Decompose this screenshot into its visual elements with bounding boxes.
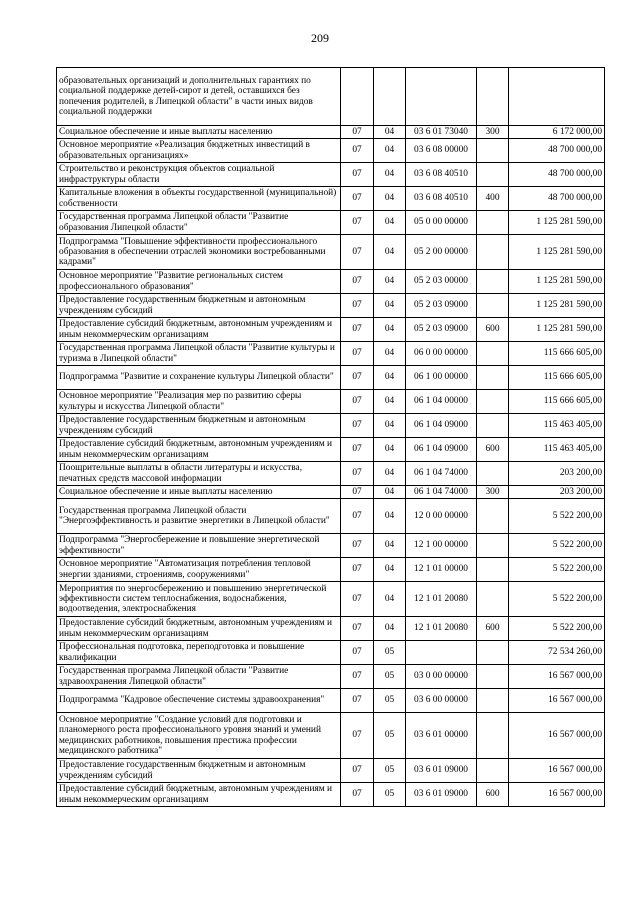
expense-type-code: 600 <box>477 783 509 807</box>
expense-type-code <box>477 665 509 689</box>
amount: 72 534 260,00 <box>509 641 605 665</box>
expense-type-code: 600 <box>477 617 509 641</box>
section-code: 07 <box>341 139 374 163</box>
table-row <box>57 534 605 558</box>
section-code: 07 <box>341 318 374 342</box>
expense-type-code: 600 <box>477 318 509 342</box>
table-row <box>57 366 605 390</box>
section-code: 07 <box>341 558 374 582</box>
section-code: 07 <box>341 499 374 534</box>
subsection-code: 04 <box>374 342 406 366</box>
row-name: Поощрительные выплаты в области литературы и искусства, печатных средств массовой информации <box>57 462 341 486</box>
table-row <box>57 665 605 689</box>
section-code <box>341 68 374 126</box>
amount: 1 125 281 590,00 <box>509 318 605 342</box>
target-article-code: 03 6 01 09000 <box>406 783 477 807</box>
row-name: Предоставление субсидий бюджетным, автономным учреждениям и иным некоммерческим организациям <box>57 318 341 342</box>
section-code: 07 <box>341 294 374 318</box>
amount: 115 666 605,00 <box>509 366 605 390</box>
row-name: Социальное обеспечение и иные выплаты населению <box>57 486 341 499</box>
target-article-code: 12 1 01 00000 <box>406 558 477 582</box>
target-article-code: 06 0 00 00000 <box>406 342 477 366</box>
row-name: Государственная программа Липецкой области "Энергоэффективность и развитие энергетики в Липецкой области" <box>57 499 341 534</box>
expense-type-code <box>477 211 509 235</box>
amount: 5 522 200,00 <box>509 558 605 582</box>
target-article-code: 12 1 01 20080 <box>406 617 477 641</box>
amount: 1 125 281 590,00 <box>509 211 605 235</box>
expense-type-code: 300 <box>477 486 509 499</box>
row-name: Государственная программа Липецкой области "Развитие здравоохранения Липецкой области" <box>57 665 341 689</box>
row-name: Предоставление субсидий бюджетным, автономным учреждениям и иным некоммерческим организациям <box>57 783 341 807</box>
subsection-code: 05 <box>374 783 406 807</box>
target-article-code: 03 6 00 00000 <box>406 689 477 713</box>
subsection-code: 05 <box>374 759 406 783</box>
subsection-code: 04 <box>374 534 406 558</box>
target-article-code: 05 2 00 00000 <box>406 235 477 270</box>
expense-type-code <box>477 235 509 270</box>
section-code: 07 <box>341 211 374 235</box>
row-name: Подпрограмма "Развитие и сохранение культуры Липецкой области" <box>57 366 341 390</box>
table-row <box>57 68 605 126</box>
table-row <box>57 499 605 534</box>
row-name: Капитальные вложения в объекты государственной (муниципальной) собственности <box>57 187 341 211</box>
row-name: Основное мероприятие "Автоматизация потребления тепловой энергии зданиями, строениямв, сооружениями" <box>57 558 341 582</box>
subsection-code: 04 <box>374 390 406 414</box>
section-code: 07 <box>341 126 374 139</box>
row-name: Мероприятия по энергосбережению и повышению энергетической эффективности систем теплоснабжения, водоснабжения, водоотведения, электроснабжения <box>57 582 341 617</box>
target-article-code: 06 1 04 09000 <box>406 414 477 438</box>
table-row <box>57 414 605 438</box>
section-code: 07 <box>341 438 374 462</box>
table-row <box>57 759 605 783</box>
target-article-code: 03 6 08 00000 <box>406 139 477 163</box>
subsection-code: 04 <box>374 582 406 617</box>
section-code: 07 <box>341 783 374 807</box>
expense-type-code <box>477 163 509 187</box>
table-row <box>57 641 605 665</box>
table-row <box>57 486 605 499</box>
target-article-code: 05 0 00 00000 <box>406 211 477 235</box>
target-article-code <box>406 641 477 665</box>
amount: 203 200,00 <box>509 486 605 499</box>
subsection-code: 05 <box>374 689 406 713</box>
amount: 48 700 000,00 <box>509 139 605 163</box>
amount: 5 522 200,00 <box>509 499 605 534</box>
row-name: Основное мероприятие "Развитие региональных систем профессионального образования" <box>57 270 341 294</box>
section-code: 07 <box>341 759 374 783</box>
subsection-code: 04 <box>374 318 406 342</box>
subsection-code <box>374 68 406 126</box>
row-name: Подпрограмма "Повышение эффективности профессионального образования в обеспечении отраслей экономики востребованными кадрами" <box>57 235 341 270</box>
row-name: Государственная программа Липецкой области "Развитие культуры и туризма в Липецкой области" <box>57 342 341 366</box>
amount: 115 666 605,00 <box>509 342 605 366</box>
expense-type-code <box>477 759 509 783</box>
row-name: Подпрограмма "Энергосбережение и повышение энергетической эффективности" <box>57 534 341 558</box>
amount: 5 522 200,00 <box>509 582 605 617</box>
expense-type-code <box>477 499 509 534</box>
expense-type-code <box>477 462 509 486</box>
table-row <box>57 438 605 462</box>
row-name: Государственная программа Липецкой области "Развитие образования Липецкой области" <box>57 211 341 235</box>
section-code: 07 <box>341 713 374 759</box>
section-code: 07 <box>341 665 374 689</box>
subsection-code: 04 <box>374 499 406 534</box>
amount: 16 567 000,00 <box>509 689 605 713</box>
table-row <box>57 713 605 759</box>
row-name: Основное мероприятие «Реализация бюджетных инвестиций в образовательных организациях» <box>57 139 341 163</box>
subsection-code: 04 <box>374 211 406 235</box>
expense-type-code: 400 <box>477 187 509 211</box>
subsection-code: 04 <box>374 270 406 294</box>
row-name: Предоставление государственным бюджетным и автономным учреждениям субсидий <box>57 759 341 783</box>
expense-type-code <box>477 534 509 558</box>
expense-type-code <box>477 270 509 294</box>
budget-table-body <box>57 68 605 807</box>
subsection-code: 04 <box>374 414 406 438</box>
section-code: 07 <box>341 390 374 414</box>
table-row <box>57 270 605 294</box>
amount: 48 700 000,00 <box>509 187 605 211</box>
table-row <box>57 126 605 139</box>
section-code: 07 <box>341 366 374 390</box>
amount: 5 522 200,00 <box>509 617 605 641</box>
row-name: Основное мероприятие "Реализация мер по развитию сферы культуры и искусства Липецкой области" <box>57 390 341 414</box>
table-row <box>57 462 605 486</box>
table-row <box>57 211 605 235</box>
target-article-code: 05 2 03 09000 <box>406 318 477 342</box>
table-row <box>57 558 605 582</box>
row-name: Социальное обеспечение и иные выплаты населению <box>57 126 341 139</box>
section-code: 07 <box>341 486 374 499</box>
amount: 48 700 000,00 <box>509 163 605 187</box>
expense-type-code <box>477 641 509 665</box>
subsection-code: 05 <box>374 713 406 759</box>
amount: 5 522 200,00 <box>509 534 605 558</box>
subsection-code: 04 <box>374 617 406 641</box>
table-row <box>57 617 605 641</box>
target-article-code: 03 6 01 09000 <box>406 759 477 783</box>
subsection-code: 04 <box>374 139 406 163</box>
target-article-code: 06 1 04 74000 <box>406 462 477 486</box>
target-article-code: 06 1 04 00000 <box>406 390 477 414</box>
amount: 1 125 281 590,00 <box>509 235 605 270</box>
amount: 16 567 000,00 <box>509 783 605 807</box>
subsection-code: 05 <box>374 665 406 689</box>
subsection-code: 04 <box>374 235 406 270</box>
section-code: 07 <box>341 582 374 617</box>
expense-type-code <box>477 366 509 390</box>
target-article-code <box>406 68 477 126</box>
amount: 6 172 000,00 <box>509 126 605 139</box>
amount: 16 567 000,00 <box>509 713 605 759</box>
table-row <box>57 294 605 318</box>
expense-type-code <box>477 294 509 318</box>
expense-type-code: 600 <box>477 438 509 462</box>
amount: 115 463 405,00 <box>509 414 605 438</box>
amount: 1 125 281 590,00 <box>509 270 605 294</box>
expense-type-code <box>477 713 509 759</box>
amount: 203 200,00 <box>509 462 605 486</box>
row-name: образовательных организаций и дополнительных гарантиях по социальной поддержке детей-сирот и детей, оставшихся без попечения родителей, в Липецкой области" в части иных видов социальной поддержки <box>57 68 341 126</box>
section-code: 07 <box>341 689 374 713</box>
budget-table <box>56 67 605 807</box>
row-name: Подпрограмма "Кадровое обеспечение системы здравоохранения" <box>57 689 341 713</box>
section-code: 07 <box>341 270 374 294</box>
table-row <box>57 163 605 187</box>
expense-type-code <box>477 558 509 582</box>
section-code: 07 <box>341 462 374 486</box>
table-row <box>57 342 605 366</box>
row-name: Предоставление государственным бюджетным и автономным учреждениям субсидий <box>57 294 341 318</box>
subsection-code: 04 <box>374 163 406 187</box>
section-code: 07 <box>341 163 374 187</box>
expense-type-code <box>477 139 509 163</box>
section-code: 07 <box>341 617 374 641</box>
row-name: Предоставление государственным бюджетным и автономным учреждениям субсидий <box>57 414 341 438</box>
target-article-code: 06 1 04 09000 <box>406 438 477 462</box>
subsection-code: 04 <box>374 294 406 318</box>
table-row <box>57 390 605 414</box>
target-article-code: 03 6 08 40510 <box>406 187 477 211</box>
target-article-code: 12 1 01 20080 <box>406 582 477 617</box>
amount: 1 125 281 590,00 <box>509 294 605 318</box>
table-row <box>57 318 605 342</box>
subsection-code: 04 <box>374 366 406 390</box>
row-name: Строительство и реконструкция объектов социальной инфраструктуры области <box>57 163 341 187</box>
subsection-code: 04 <box>374 558 406 582</box>
table-row <box>57 187 605 211</box>
section-code: 07 <box>341 414 374 438</box>
amount <box>509 68 605 126</box>
subsection-code: 04 <box>374 486 406 499</box>
table-row <box>57 139 605 163</box>
expense-type-code <box>477 582 509 617</box>
section-code: 07 <box>341 534 374 558</box>
row-name: Основное мероприятие "Создание условий для подготовки и планомерного роста профессионального уровня знаний и умений медицинских работников, повышения престижа профессии медицинского работника" <box>57 713 341 759</box>
section-code: 07 <box>341 187 374 211</box>
amount: 16 567 000,00 <box>509 665 605 689</box>
expense-type-code <box>477 689 509 713</box>
row-name: Предоставление субсидий бюджетным, автономным учреждениям и иным некоммерческим организациям <box>57 438 341 462</box>
subsection-code: 04 <box>374 187 406 211</box>
target-article-code: 12 0 00 00000 <box>406 499 477 534</box>
subsection-code: 04 <box>374 462 406 486</box>
expense-type-code <box>477 390 509 414</box>
table-row <box>57 582 605 617</box>
table-row <box>57 235 605 270</box>
target-article-code: 03 6 01 00000 <box>406 713 477 759</box>
page-number: 209 <box>311 31 329 45</box>
section-code: 07 <box>341 235 374 270</box>
expense-type-code <box>477 68 509 126</box>
expense-type-code <box>477 414 509 438</box>
amount: 16 567 000,00 <box>509 759 605 783</box>
target-article-code: 05 2 03 00000 <box>406 270 477 294</box>
subsection-code: 05 <box>374 641 406 665</box>
amount: 115 463 405,00 <box>509 438 605 462</box>
row-name: Профессиональная подготовка, переподготовка и повышение квалификации <box>57 641 341 665</box>
expense-type-code <box>477 342 509 366</box>
target-article-code: 03 6 01 73040 <box>406 126 477 139</box>
subsection-code: 04 <box>374 126 406 139</box>
row-name: Предоставление субсидий бюджетным, автономным учреждениям и иным некоммерческим организациям <box>57 617 341 641</box>
target-article-code: 06 1 04 74000 <box>406 486 477 499</box>
target-article-code: 06 1 00 00000 <box>406 366 477 390</box>
subsection-code: 04 <box>374 438 406 462</box>
amount: 115 666 605,00 <box>509 390 605 414</box>
expense-type-code: 300 <box>477 126 509 139</box>
table-row <box>57 783 605 807</box>
section-code: 07 <box>341 342 374 366</box>
target-article-code: 03 6 08 40510 <box>406 163 477 187</box>
target-article-code: 12 1 00 00000 <box>406 534 477 558</box>
target-article-code: 05 2 03 09000 <box>406 294 477 318</box>
table-row <box>57 689 605 713</box>
target-article-code: 03 0 00 00000 <box>406 665 477 689</box>
section-code: 07 <box>341 641 374 665</box>
